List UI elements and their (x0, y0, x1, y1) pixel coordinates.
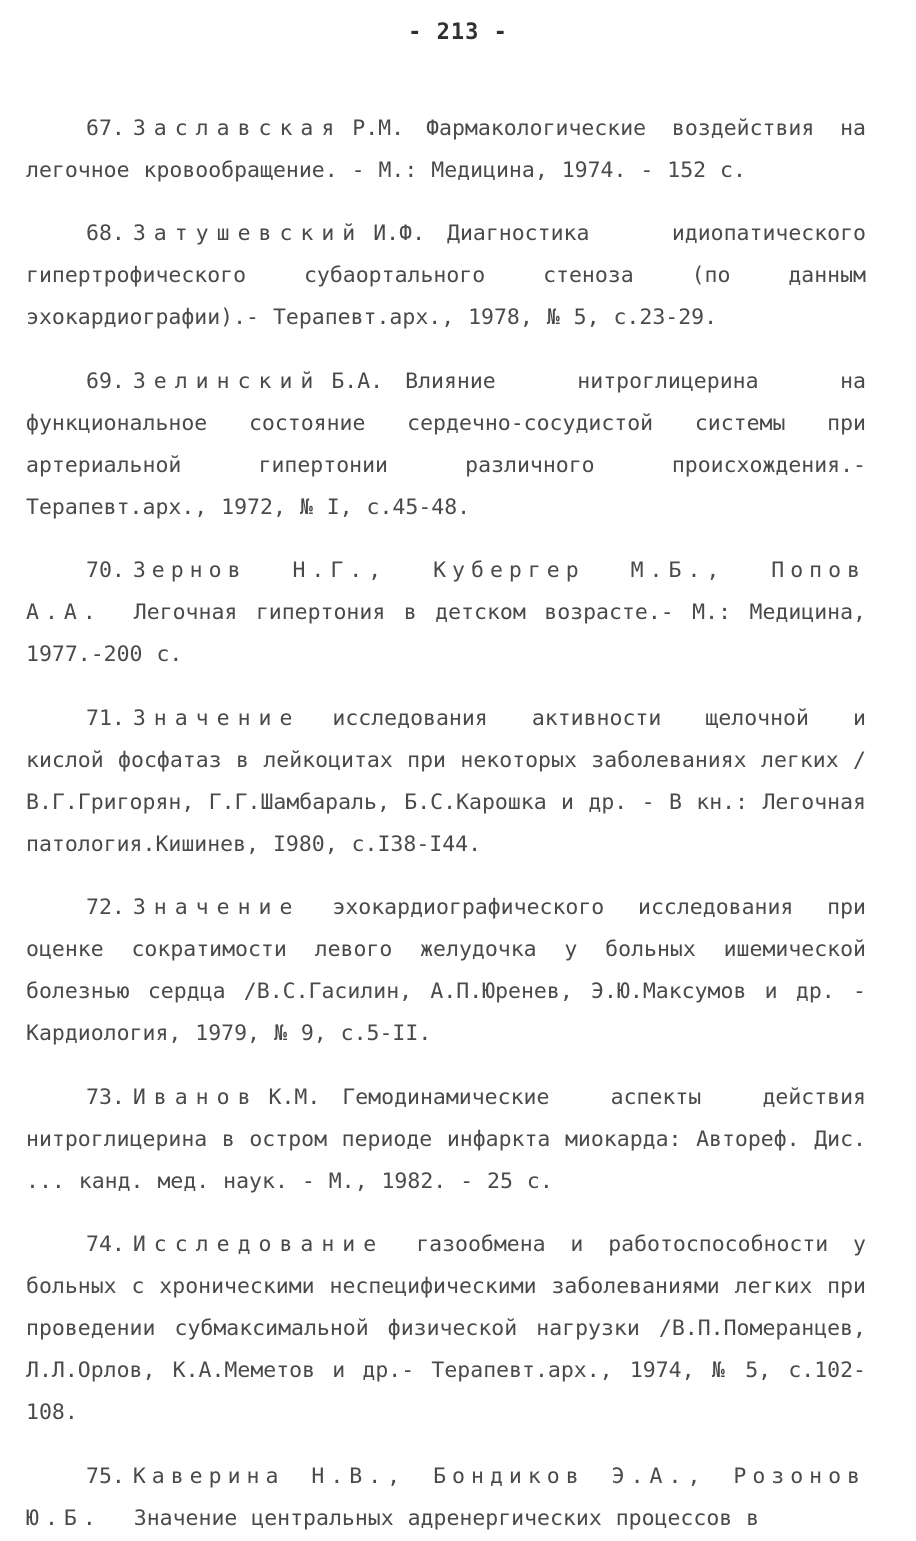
entry-text: исследования активности щелочной и кислой фосфатаз в лейкоцитах при некоторых заболеваниях легких /В.Г.Григорян, Г.Г.Шамбараль, Б.С.Карошка и др. - В кн.: Легочная патология.Кишинев, I980, с.I38-I44. (26, 705, 866, 857)
entry-number: 74. (86, 1232, 125, 1257)
bibliography-entry (26, 1224, 866, 1434)
page-number: - 213 - (408, 20, 508, 45)
entry-author: Иванов (132, 1084, 259, 1110)
entry-author: Зелинский (132, 368, 322, 394)
entry-author: Каверина Н.В., Бондиков Э.А., Розонов Ю.Б. (26, 1463, 866, 1531)
entry-author: Значение (132, 705, 301, 731)
entry-initials: Б.А. (331, 368, 384, 394)
entry-text: Диагностика идиопатического гипертрофического субаортального стеноза (по данным эхокардиографии).- Терапевт.арх., 1978, № 5, с.23-29. (26, 221, 866, 330)
entry-author: Затушевский (132, 221, 364, 246)
entry-text: эхокардиографического исследования при оценке сократимости левого желудочка у больных ишемической болезнью сердца /В.С.Гасилин, А.П.Юренев, Э.Ю.Максумов и др. - Кардиология, 1979, № 9, с.5-II. (26, 895, 866, 1046)
entry-author: Зернов Н.Г., Кубергер М.Б., Попов А.А. (26, 558, 866, 625)
entry-author: Значение (132, 895, 301, 920)
entry-text: Легочная гипертония в детском возрасте.- М.: Медицина, 1977.-200 с. (26, 600, 866, 667)
entry-number: 75. (86, 1463, 125, 1489)
bibliography-entry (26, 108, 866, 192)
entry-text: Фармакологические воздействия на легочное кровообращение. - М.: Медицина, 1974. - 152 с. (26, 115, 866, 183)
entry-text: Значение центральных адренергических процессов в (133, 1505, 760, 1531)
bibliography-entry (26, 550, 866, 676)
entry-initials: Р.М. (352, 115, 405, 141)
entry-author: Заславская (132, 115, 343, 141)
entry-author: Исследование (132, 1232, 385, 1257)
entry-initials: И.Ф. (373, 221, 426, 246)
entry-initials: К.М. (268, 1084, 321, 1110)
bibliography-entry (26, 213, 866, 339)
entry-number: 68. (86, 221, 125, 246)
entry-text: Гемодинамические аспекты действия нитроглицерина в остром периоде инфаркта миокарда: Автореф. Дис. ... канд. мед. наук. - М., 1982. - 25 с. (26, 1084, 866, 1194)
entry-number: 69. (86, 368, 125, 394)
entry-number: 70. (86, 558, 125, 583)
bibliography-list (26, 86, 866, 1541)
entry-number: 73. (86, 1084, 125, 1110)
bibliography-entry (26, 698, 866, 866)
bibliography-entry (26, 887, 866, 1055)
entry-number: 71. (86, 705, 125, 731)
entry-number: 72. (86, 895, 125, 920)
entry-number: 67. (86, 115, 125, 141)
bibliography-entry (26, 361, 866, 529)
bibliography-entry (26, 1456, 866, 1540)
entry-text: Влияние нитроглицерина на функциональное состояние сердечно-сосудистой системы при артериальной гипертонии различного происхождения.- Терапевт.арх., 1972, № I, с.45-48. (26, 368, 866, 520)
entry-text: газообмена и работоспособности у больных с хроническими неспецифическими заболеваниями легких при проведении субмаксимальной физической нагрузки /В.П.Померанцев, Л.Л.Орлов, К.А.Меметов и др.- Терапевт.арх., 1974, № 5, с.102-108. (26, 1232, 866, 1425)
bibliography-entry (26, 1077, 866, 1203)
